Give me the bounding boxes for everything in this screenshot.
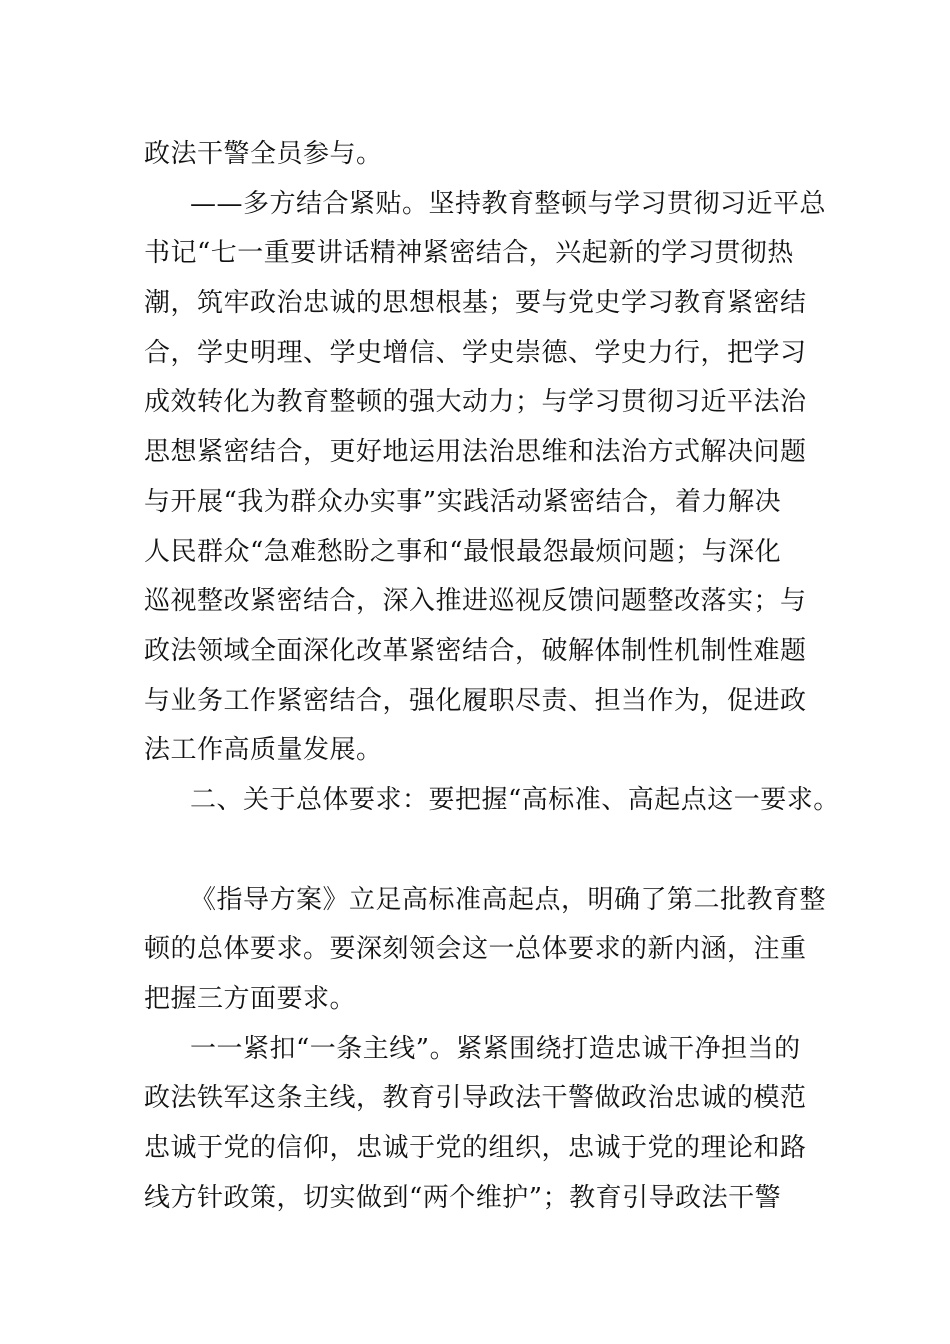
text-line: ——多方结合紧贴。坚持教育整顿与学习贯彻习近平总 <box>190 188 827 219</box>
text-line: 与开展“我为群众办实事”实践活动紧密结合，着力解决 <box>144 486 782 517</box>
text-line: 政法领域全面深化改革紧密结合，破解体制性机制性难题 <box>144 635 807 666</box>
document-body <box>144 130 840 1223</box>
text-line: 潮，筑牢政治忠诚的思想根基；要与党史学习教育紧密结 <box>144 288 807 319</box>
text-line: 巡视整改紧密结合，深入推进巡视反馈问题整改落实；与 <box>144 586 807 617</box>
text-line: 忠诚于党的信仰，忠诚于党的组织，忠诚于党的理论和路 <box>144 1133 807 1164</box>
text-line: 政法干警全员参与。 <box>144 139 383 169</box>
text-line: 书记“七一重要讲话精神紧密结合，兴起新的学习贯彻热 <box>144 238 794 269</box>
text-line: 顿的总体要求。要深刻领会这一总体要求的新内涵，注重 <box>144 934 807 965</box>
text-line: 政法铁军这条主线，教育引导政法干警做政治忠诚的模范 <box>144 1083 807 1114</box>
paragraph-gap <box>144 826 824 876</box>
text-line: 线方针政策，切实做到“两个维护”；教育引导政法干警 <box>144 1182 782 1213</box>
text-line: 把握三方面要求。 <box>144 984 357 1014</box>
text-line: 一一紧扣“一条主线”。紧紧围绕打造忠诚干净担当的 <box>190 1033 801 1064</box>
text-line: 合，学史明理、学史增信、学史崇德、学史力行，把学习 <box>144 337 807 368</box>
text-line: 人民群众“急难愁盼之事和“最恨最怨最烦问题；与深化 <box>144 536 782 567</box>
section-heading: 二、关于总体要求：要把握“高标准、高起点这一要求。 <box>190 784 840 815</box>
text-line: 《指导方案》立足高标准高起点，明确了第二批教育整 <box>190 884 827 915</box>
text-line: 思想紧密结合，更好地运用法治思维和法治方式解决问题 <box>144 437 807 468</box>
text-line: 法工作高质量发展。 <box>144 735 383 766</box>
text-line: 与业务工作紧密结合，强化履职尽责、担当作为，促进政 <box>144 685 807 716</box>
text-line: 成效转化为教育整顿的强大动力；与学习贯彻习近平法治 <box>144 387 807 418</box>
